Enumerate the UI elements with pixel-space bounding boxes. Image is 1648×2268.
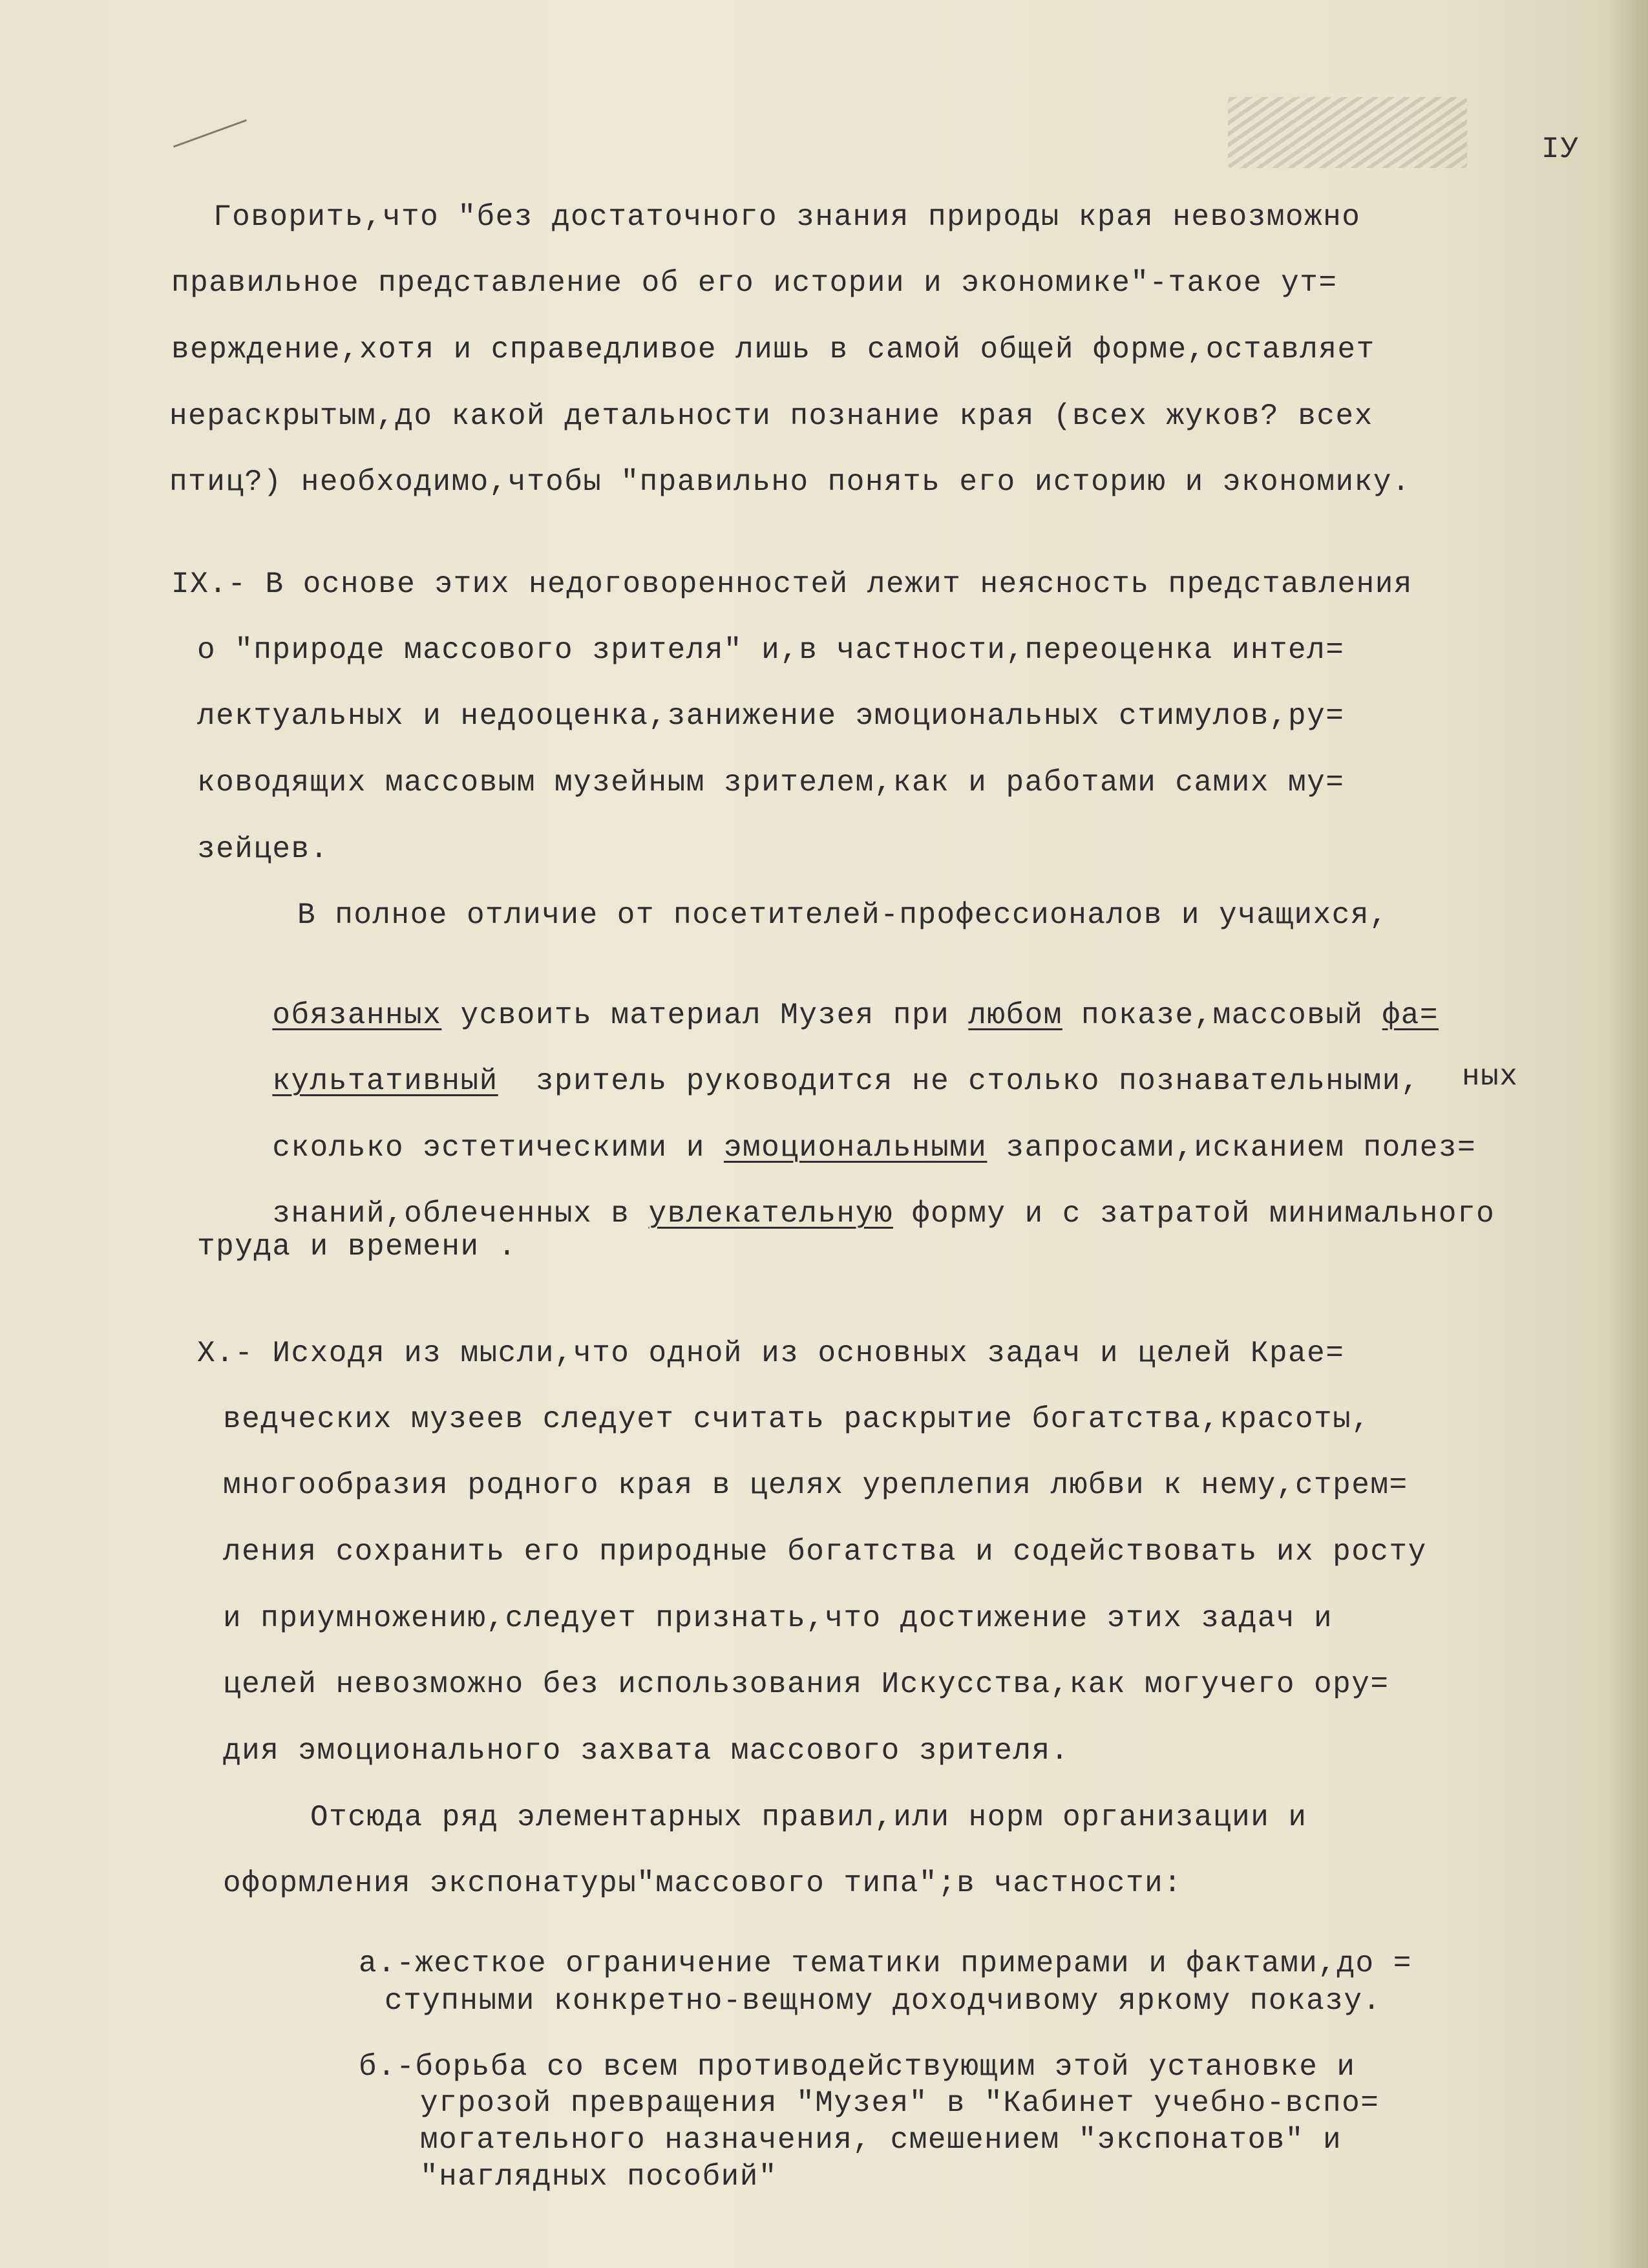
text-line: лектуальных и недооценка,занижение эмоциональных стимулов,ру= xyxy=(197,699,1345,733)
underlined-word: любом xyxy=(968,999,1062,1032)
text-line: верждение,хотя и справедливое лишь в самой общей форме,оставляет xyxy=(171,333,1375,366)
page-number: IУ xyxy=(1541,132,1580,166)
text-segment: показе,массовый xyxy=(1062,999,1382,1032)
text-line: труда и времени . xyxy=(197,1230,517,1264)
text-line: ководящих массовым музейным зрителем,как и работами самих му= xyxy=(197,766,1345,800)
text-line: Говорить,что "без достаточного знания природы края невозможно xyxy=(213,200,1361,234)
text-segment: зритель руководится не столько познавательными, xyxy=(498,1065,1420,1098)
underlined-word: эмоциональными xyxy=(723,1131,988,1165)
text-line: и приумножению,следует признать,что достижение этих задач и xyxy=(223,1602,1333,1635)
text-segment: усвоить материал Музея при xyxy=(441,999,969,1032)
text-line: правильное представление об его истории и экономике"-такое ут= xyxy=(171,266,1338,300)
text-segment: запросами,исканием полез= xyxy=(987,1131,1477,1165)
underlined-word: фа= xyxy=(1382,999,1439,1032)
underlined-word: увлекательную xyxy=(648,1197,893,1231)
paper-edge-shadow xyxy=(1609,0,1648,2268)
text-line: целей невозможно без использования Искусства,как могучего ору= xyxy=(223,1668,1389,1701)
text-line: X.- Исходя из мысли,что одной из основных задач и целей Крае= xyxy=(197,1337,1345,1370)
text-line: нераскрытым,до какой детальности познание края (всех жуков? всех xyxy=(169,399,1373,433)
text-line: зейцев. xyxy=(197,832,329,866)
faint-stamp xyxy=(1228,97,1467,168)
list-item: а.-жесткое ограничение тематики примерами и фактами,до = xyxy=(359,1947,1412,1980)
list-item-continuation: угрозой превращения "Музея" в "Кабинет учебно-вспо= xyxy=(420,2086,1380,2120)
text-line: о "природе массового зрителя" и,в частности,переоценка интел= xyxy=(197,633,1345,667)
underlined-word: обязанных xyxy=(272,999,442,1032)
list-item-continuation: "наглядных пособий" xyxy=(420,2160,777,2194)
text-segment: форму и с затратой минимального xyxy=(893,1197,1495,1231)
text-line: оформления экспонатуры"массового типа";в частности: xyxy=(223,1867,1183,1900)
text-line: дия эмоционального захвата массового зрителя. xyxy=(223,1734,1070,1768)
text-line: IX.- В основе этих недоговоренностей лежит неясность представления xyxy=(171,567,1413,601)
text-line: многообразия родного края в целях уреплепия любви к нему,стрем= xyxy=(223,1468,1408,1502)
text-line: ных xyxy=(1462,1060,1519,1094)
list-item-continuation: могательного назначения, смешением "экспонатов" и xyxy=(420,2123,1342,2157)
text-line: птиц?) необходимо,чтобы "правильно понять его историю и экономику. xyxy=(169,465,1411,499)
list-item-continuation: ступными конкретно-вещному доходчивому яркому показу. xyxy=(385,1984,1382,2018)
list-item: б.-борьба со всем противодействующим этой установке и xyxy=(359,2050,1356,2084)
text-segment: сколько эстетическими и xyxy=(272,1131,724,1165)
text-line: Отсюда ряд элементарных правил,или норм организации и xyxy=(310,1801,1307,1834)
text-line: В полное отличие от посетителей-профессионалов и учащихся, xyxy=(297,898,1389,932)
underlined-word: культативный xyxy=(272,1065,498,1098)
text-line: ления сохранить его природные богатства и содействовать их росту xyxy=(223,1535,1427,1569)
text-line: ведческих музеев следует считать раскрытие богатства,красоты, xyxy=(223,1403,1371,1436)
text-segment: знаний,облеченных в xyxy=(272,1197,649,1231)
